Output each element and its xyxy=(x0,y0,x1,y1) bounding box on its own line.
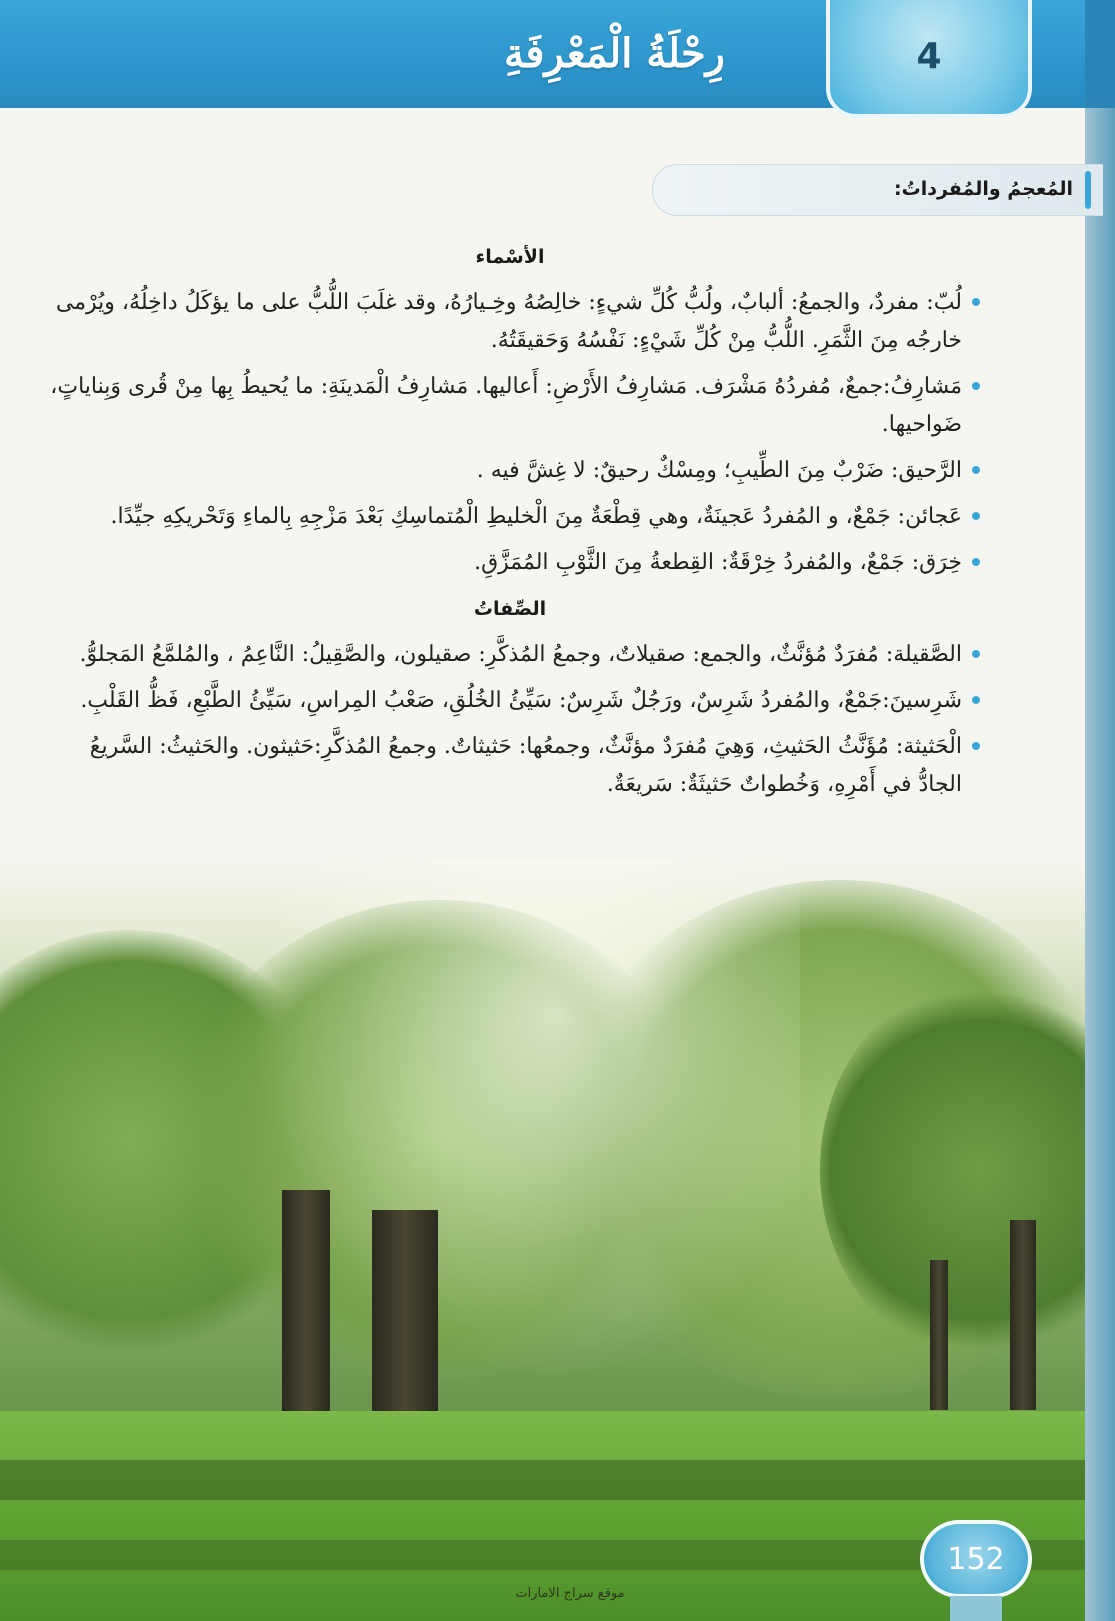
forest-photo xyxy=(0,860,1085,1621)
list-item: عَجائن: جَمْعٌ، و المُفردُ عَجينَةٌ، وهي قِطْعَةٌ مِنَ الْخليطِ الْمُتماسِكِ بَعْدَ مَزْجِهِ بِالماءِ وَتَحْريكِهِ جيِّدًا. xyxy=(40,498,980,536)
nouns-list xyxy=(40,284,980,582)
list-item: الْحَثيثة: مُؤَنَّثُ الحَثيثِ، وَهِيَ مُفرَدٌ مؤنَّثٌ، وجمعُها: حَثيثاتٌ. وجمعُ المُذكَّرِ:حَثيثون. والحَثيثُ: السَّريعُ الجادُّ في أَمْرِهِ، وَخُطواتٌ حَثيثَةٌ: سَريعَةٌ. xyxy=(40,728,980,804)
list-item: الرَّحيق: ضَرْبٌ مِنَ الطِّيبِ؛ ومِسْكٌ رحيقٌ: لا غِشَّ فيه . xyxy=(40,452,980,490)
light-mist xyxy=(250,860,800,1380)
chapter-title: رِحْلَةُ الْمَعْرِفَةِ xyxy=(503,30,725,77)
page-badge-stem xyxy=(950,1596,1002,1621)
nouns-heading: الأسْماء xyxy=(475,246,545,268)
adjectives-heading: الصِّفاتُ xyxy=(473,598,547,620)
page-number: 152 xyxy=(947,1542,1005,1577)
list-item: شَرِسينَ:جَمْعٌ، والمُفردُ شَرِسٌ، ورَجُلٌ شَرِسٌ: سَيِّئُ الخُلُقِ، صَعْبُ المِراسِ، سَيِّئُ الطَّبْعِ، فَظُّ القَلْبِ. xyxy=(40,682,980,720)
list-item: مَشارِفُ:جمعٌ، مُفردُهُ مَشْرَف. مَشارِفُ الأَرْضِ: أَعاليها. مَشارِفُ الْمَدينَةِ: ما يُحيطُ بِها مِنْ قُرى وَبِناياتٍ، ضَواحيها. xyxy=(40,368,980,444)
page-edge xyxy=(1085,0,1115,1621)
pill-accent-bar xyxy=(1085,171,1091,209)
chapter-number: 4 xyxy=(916,36,942,77)
page-number-badge xyxy=(920,1520,1032,1598)
list-item: خِرَق: جَمْعٌ، والمُفردُ خِرْقَةٌ: القِطعةُ مِنَ الثَّوْبِ المُمَزَّقِ. xyxy=(40,544,980,582)
vocabulary-content xyxy=(40,238,980,812)
section-heading-pill xyxy=(652,164,1103,216)
section-heading: المُعجمُ والمُفرداتُ: xyxy=(894,178,1073,200)
chapter-tab xyxy=(826,0,1032,118)
footer-source: موقع سراج الامارات xyxy=(515,1586,625,1601)
adjectives-list xyxy=(40,636,980,804)
page-edge-top xyxy=(1085,0,1115,108)
list-item: الصَّقيلة: مُفرَدٌ مُؤنَّثٌ، والجمع: صقيلاتٌ، وجمعُ المُذكَّرِ: صقيلون، والصَّقِيلُ: النَّاعِمُ ، والمُلمَّعُ المَجلوُّ. xyxy=(40,636,980,674)
list-item: لُبّ: مفردٌ، والجمعُ: ألبابٌ، ولُبُّ كُلِّ شيءٍ: خالِصُهُ وخِـيارُهُ، وقد غلَبَ اللُّبُّ على ما يؤكَلُ داخِلُهُ، ويُرْمى خارجُه مِنَ الثَّمَرِ. اللُّبُّ مِنْ كُلِّ شَيْءٍ: نَفْسُهُ وَحَقيقَتُهُ. xyxy=(40,284,980,360)
